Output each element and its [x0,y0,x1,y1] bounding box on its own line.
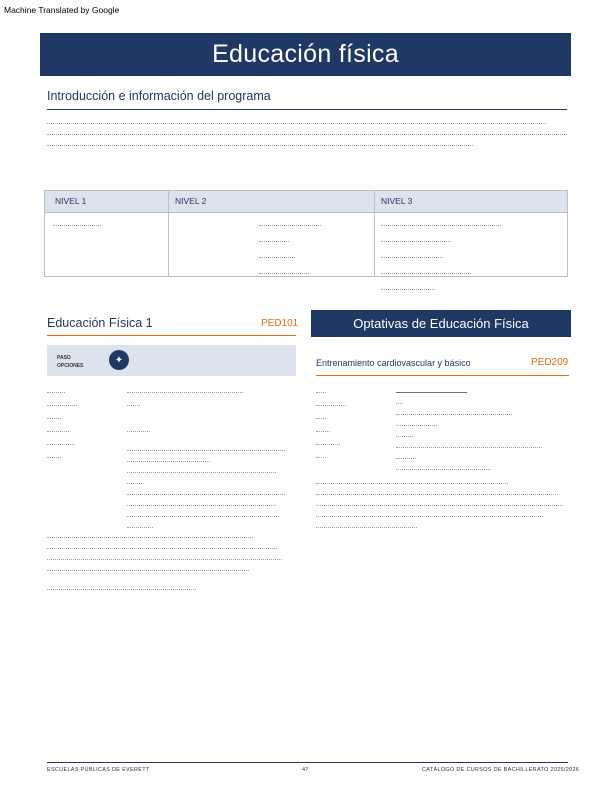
footer-page-number: 47 [302,767,309,773]
page-title-banner [40,33,571,76]
level-2-label: NIVEL 2 [175,196,207,206]
course-cardio-divider [316,375,569,376]
course-pe1-heading: Educación Física 1 [47,316,153,330]
course-pe1-divider [47,335,296,336]
level-3-list [381,221,501,301]
pathway-logo-icon: ✦ [109,350,129,370]
course-cardio-code: PED209 [531,357,569,368]
intro-divider [47,109,567,110]
course-cardio-heading: Entrenamiento cardiovascular y básico [316,358,471,368]
electives-banner-title: Optativas de Educación Física [353,316,529,331]
footer-divider [47,762,568,763]
machine-translation-label: Machine Translated by Google [4,5,120,15]
course-cardio-description [316,483,568,538]
level-2-column [169,191,375,276]
level-3-column [375,191,569,276]
level-2-list [259,221,321,285]
course-pe1-code: PED101 [261,318,299,329]
level-1-column [45,191,169,276]
course-pe1-options-box [47,345,296,376]
course-pe1-values [127,392,292,538]
page-title: Educación física [212,40,399,68]
level-1-label: NIVEL 1 [55,196,87,206]
footer-district: ESCUELAS PÚBLICAS DE EVERETT [47,767,150,773]
course-pe1-description [47,537,287,600]
course-cardio-details [316,386,376,470]
footer-catalog-title: CATÁLOGO DE CURSOS DE BACHILLERATO 2025/2026 [422,767,580,773]
options-label: PASO OPCIONES [57,355,84,369]
intro-paragraph [47,123,567,156]
levels-table [44,190,568,277]
level-3-label: NIVEL 3 [381,196,413,206]
course-cardio-values [396,392,566,480]
electives-banner [311,310,571,337]
intro-heading: Introducción e información del programa [47,89,271,103]
level-1-list [53,221,101,237]
